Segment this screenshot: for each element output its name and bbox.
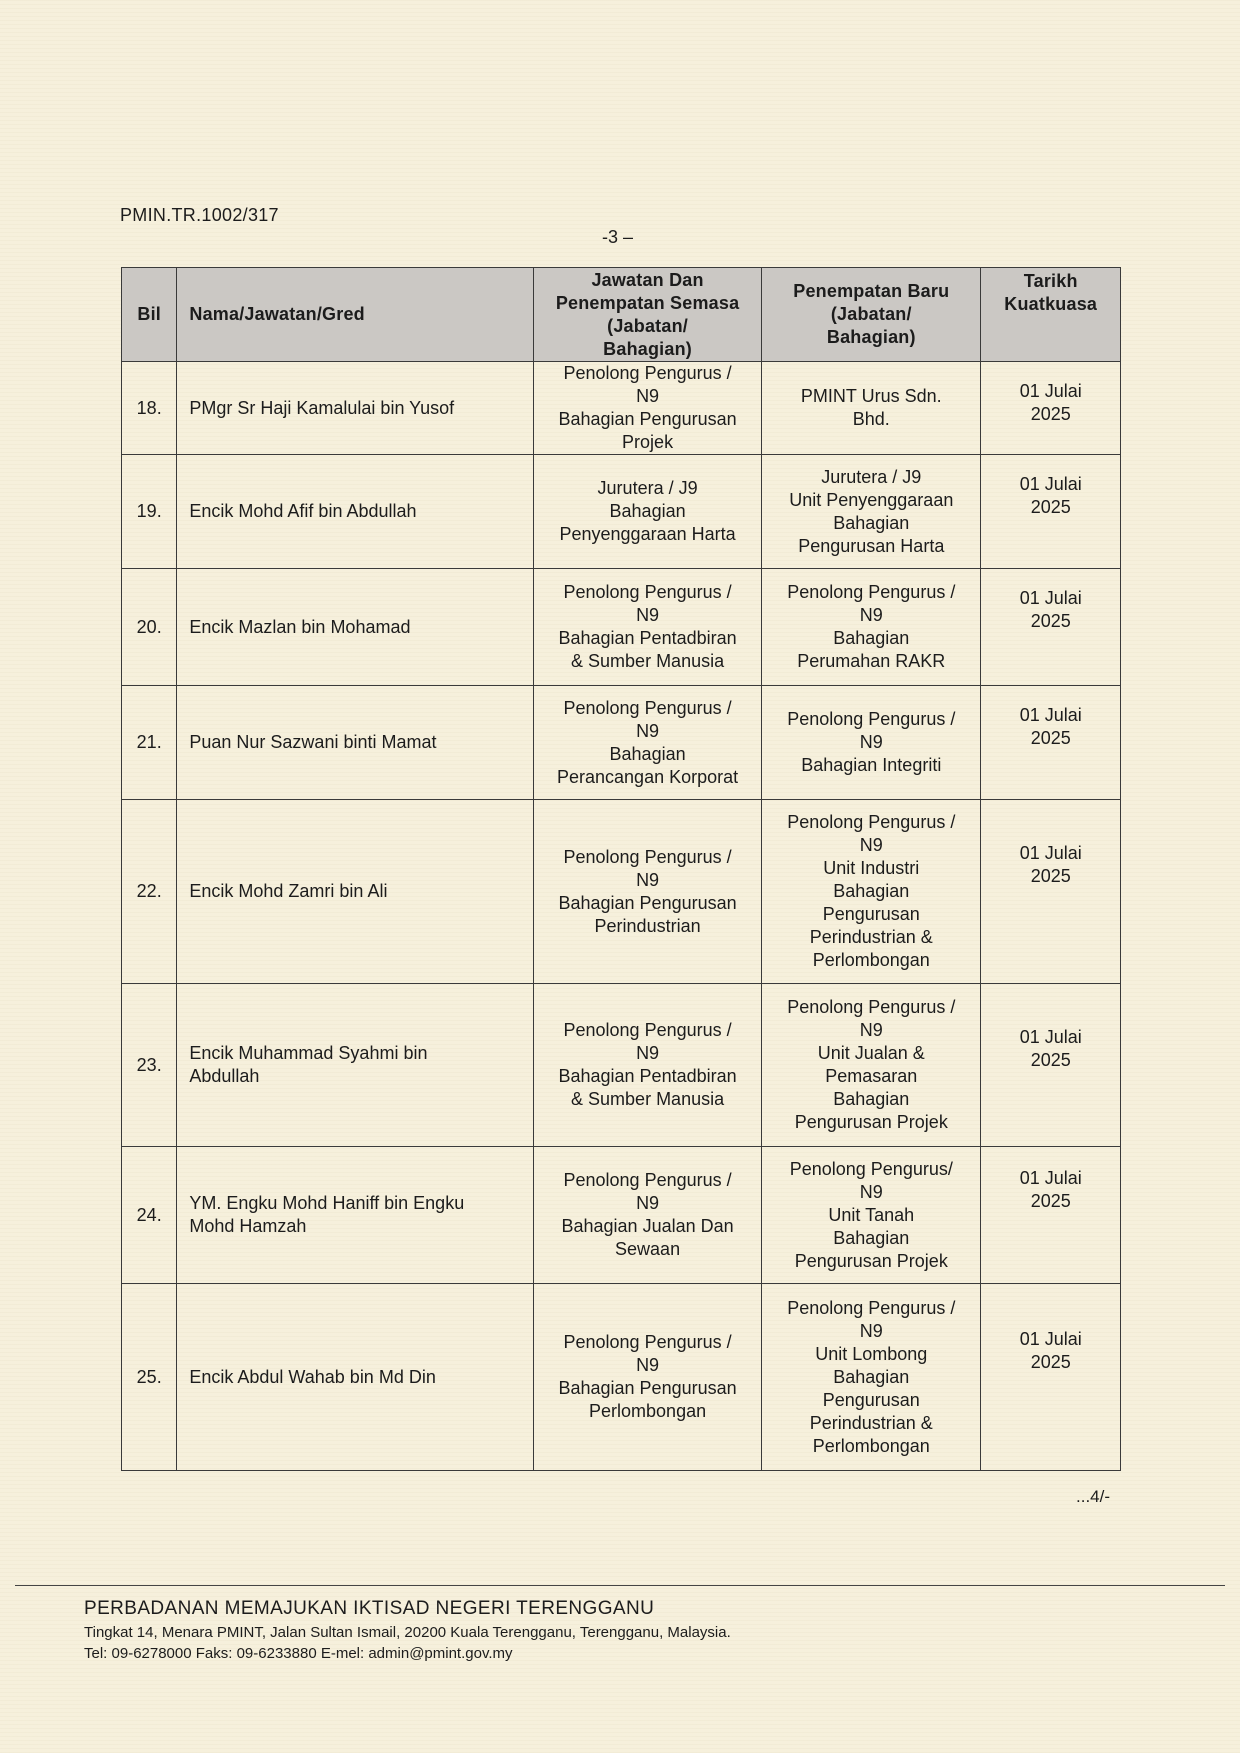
table-row	[122, 1147, 1121, 1284]
table-row	[122, 800, 1121, 984]
header-line: Tarikh	[1023, 271, 1078, 291]
cell-line: Bahagian Pentadbiran	[558, 628, 737, 648]
cell-line: 2025	[1030, 1352, 1071, 1372]
row-jawatan-semasa	[534, 362, 762, 455]
cell-line: Sewaan	[615, 1239, 681, 1259]
cell-line: N9	[859, 835, 883, 855]
cell-line: 01 Julai	[1019, 843, 1082, 863]
cell-line: 01 Julai	[1019, 1329, 1082, 1349]
row-tarikh-kuatkuasa	[981, 1284, 1121, 1471]
cell-line: Bahagian	[833, 881, 910, 901]
cell-line: N9	[859, 1181, 883, 1202]
row-penempatan-baru	[762, 1147, 981, 1284]
cell-line: 2025	[1030, 1191, 1071, 1211]
row-penempatan-baru	[762, 362, 981, 455]
cell-line: Bahagian	[833, 628, 910, 648]
row-bil: 25.	[122, 1284, 177, 1471]
cell-line: Pengurusan	[822, 1389, 920, 1410]
cell-line: Pengurusan Projek	[794, 1250, 948, 1271]
header-line: (Jabatan/	[830, 304, 912, 324]
cell-line: Penolong Pengurus /	[787, 997, 956, 1017]
cell-line: 2025	[1030, 866, 1071, 886]
cell-line: 01 Julai	[1019, 1027, 1082, 1047]
row-nama	[177, 455, 534, 569]
transfer-table	[121, 267, 1121, 1471]
cell-line: N9	[636, 386, 660, 406]
row-bil: 20.	[122, 569, 177, 686]
cell-line: Penolong Pengurus /	[563, 846, 732, 867]
row-nama	[177, 686, 534, 800]
cell-line: Abdullah	[189, 1066, 260, 1086]
cell-line: Perindustrian	[594, 915, 701, 936]
row-tarikh-kuatkuasa	[981, 455, 1121, 569]
row-nama	[177, 1147, 534, 1284]
cell-line: Penyenggaraan Harta	[559, 524, 736, 544]
cell-line: Puan Nur Sazwani binti Mamat	[189, 732, 437, 752]
row-penempatan-baru	[762, 455, 981, 569]
table-row	[122, 984, 1121, 1147]
cell-line: Penolong Pengurus/	[789, 1158, 953, 1179]
cell-line: N9	[636, 1193, 660, 1213]
reference-number: PMIN.TR.1002/317	[120, 205, 279, 225]
row-jawatan-semasa	[534, 1284, 762, 1471]
cell-line: 2025	[1030, 611, 1071, 631]
footer-organization: PERBADANAN MEMAJUKAN IKTISAD NEGERI TERENGGANU	[84, 1598, 655, 1619]
cell-line: 01 Julai	[1019, 474, 1082, 494]
row-tarikh-kuatkuasa	[981, 686, 1121, 800]
row-bil: 18.	[122, 362, 177, 455]
cell-line: Jurutera / J9	[597, 478, 698, 498]
cell-line: N9	[636, 869, 660, 890]
cell-line: Penolong Pengurus /	[563, 1332, 732, 1352]
cell-line: PMgr Sr Haji Kamalulai bin Yusof	[189, 397, 455, 418]
footer-divider	[15, 1585, 1225, 1586]
header-nama: Nama/Jawatan/Gred	[177, 268, 534, 362]
cell-line: Penolong Pengurus /	[563, 1170, 732, 1190]
row-nama	[177, 800, 534, 984]
cell-line: Unit Penyenggaraan	[789, 489, 954, 510]
cell-line: Unit Jualan &	[817, 1043, 925, 1063]
row-penempatan-baru	[762, 686, 981, 800]
row-nama	[177, 569, 534, 686]
row-penempatan-baru	[762, 984, 981, 1147]
header-penempatan-baru	[762, 268, 981, 362]
cell-line: Bahagian	[833, 1366, 910, 1387]
cell-line: Penolong Pengurus /	[787, 1297, 956, 1318]
cell-line: Pengurusan	[822, 904, 920, 924]
row-penempatan-baru	[762, 800, 981, 984]
cell-line: Encik Mohd Afif bin Abdullah	[189, 501, 417, 521]
row-bil: 23.	[122, 984, 177, 1147]
cell-line: Perindustrian &	[809, 927, 933, 947]
cell-line: N9	[859, 605, 883, 625]
cell-line: N9	[859, 732, 883, 752]
cell-line: N9	[636, 605, 660, 625]
row-jawatan-semasa	[534, 686, 762, 800]
cell-line: N9	[636, 720, 660, 741]
cell-line: Encik Mohd Zamri bin Ali	[189, 881, 388, 901]
row-bil: 19.	[122, 455, 177, 569]
cell-line: Bahagian Pentadbiran	[558, 1066, 737, 1086]
cell-line: & Sumber Manusia	[571, 651, 725, 671]
cell-line: N9	[636, 1043, 660, 1063]
row-jawatan-semasa	[534, 1147, 762, 1284]
cell-line: Perumahan RAKR	[797, 651, 946, 671]
cell-line: N9	[859, 1320, 883, 1341]
cell-line: Mohd Hamzah	[189, 1216, 307, 1236]
cell-line: Penolong Pengurus /	[787, 582, 956, 602]
cell-line: 01 Julai	[1019, 588, 1082, 608]
row-penempatan-baru	[762, 1284, 981, 1471]
cell-line: Encik Mazlan bin Mohamad	[189, 616, 411, 637]
row-jawatan-semasa	[534, 800, 762, 984]
cell-line: Bahagian	[833, 512, 910, 533]
cell-line: Jurutera / J9	[821, 466, 922, 487]
row-tarikh-kuatkuasa	[981, 1147, 1121, 1284]
cell-line: Pengurusan Projek	[794, 1112, 948, 1132]
cell-line: 2025	[1030, 1050, 1071, 1070]
cell-line: PMINT Urus Sdn.	[800, 386, 942, 406]
row-tarikh-kuatkuasa	[981, 800, 1121, 984]
header-line: Bahagian)	[603, 338, 692, 359]
cell-line: Penolong Pengurus /	[563, 1020, 732, 1040]
cell-line: Penolong Pengurus /	[563, 363, 732, 383]
row-bil: 24.	[122, 1147, 177, 1284]
header-line: Jawatan Dan	[591, 269, 704, 290]
cell-line: N9	[859, 1020, 883, 1040]
row-tarikh-kuatkuasa	[981, 984, 1121, 1147]
row-nama	[177, 984, 534, 1147]
cell-line: Pemasaran	[825, 1066, 918, 1086]
cell-line: Unit Lombong	[815, 1343, 928, 1364]
footer-address: Tingkat 14, Menara PMINT, Jalan Sultan Ismail, 20200 Kuala Terengganu, Terengganu, Malaysia.	[84, 1624, 731, 1641]
cell-line: Penolong Pengurus /	[787, 812, 956, 832]
cell-line: N9	[636, 1355, 660, 1375]
header-line: (Jabatan/	[607, 315, 688, 336]
row-jawatan-semasa	[534, 984, 762, 1147]
row-bil: 22.	[122, 800, 177, 984]
cell-line: Bahagian	[609, 743, 686, 764]
cell-line: Bahagian	[609, 501, 686, 521]
cell-line: 2025	[1030, 728, 1071, 748]
header-jawatan-semasa	[534, 268, 762, 362]
cell-line: 01 Julai	[1019, 1168, 1082, 1188]
cell-line: Projek	[622, 432, 674, 452]
header-line: Penempatan Baru	[793, 281, 950, 301]
cell-line: Bahagian Pengurusan	[558, 1378, 737, 1398]
row-nama	[177, 1284, 534, 1471]
table-row	[122, 569, 1121, 686]
cell-line: Bahagian Pengurusan	[558, 892, 737, 913]
cell-line: Unit Tanah	[828, 1204, 915, 1225]
table-row	[122, 686, 1121, 800]
table-row	[122, 362, 1121, 455]
header-tarikh	[981, 268, 1121, 362]
header-line: Penempatan Semasa	[555, 292, 740, 313]
row-bil: 21.	[122, 686, 177, 800]
cell-line: Bahagian Integriti	[801, 755, 942, 775]
cell-line: Bahagian Jualan Dan	[561, 1216, 734, 1236]
header-bil: Bil	[122, 268, 177, 362]
table-row	[122, 1284, 1121, 1471]
cell-line: Encik Abdul Wahab bin Md Din	[189, 1366, 436, 1387]
cell-line: Perlombongan	[589, 1401, 707, 1421]
continuation-mark: ...4/-	[1076, 1487, 1111, 1506]
cell-line: Perindustrian &	[809, 1412, 933, 1433]
table-header-row	[122, 268, 1121, 362]
page-number: -3 –	[602, 227, 634, 247]
cell-line: 01 Julai	[1019, 705, 1082, 725]
cell-line: 2025	[1030, 497, 1071, 517]
table-body	[122, 362, 1121, 1471]
row-tarikh-kuatkuasa	[981, 569, 1121, 686]
cell-line: YM. Engku Mohd Haniff bin Engku	[189, 1193, 465, 1213]
cell-line: Encik Muhammad Syahmi bin	[189, 1043, 428, 1063]
cell-line: Penolong Pengurus /	[563, 697, 732, 718]
row-penempatan-baru	[762, 569, 981, 686]
header-line: Bahagian)	[826, 327, 916, 347]
cell-line: Bahagian	[833, 1089, 910, 1109]
footer-contact: Tel: 09-6278000 Faks: 09-6233880 E-mel: admin@pmint.gov.my	[84, 1645, 513, 1662]
cell-line: Penolong Pengurus /	[787, 709, 956, 729]
cell-line: Bahagian Pengurusan	[558, 409, 737, 429]
cell-line: & Sumber Manusia	[571, 1089, 725, 1109]
cell-line: Perlombongan	[812, 950, 930, 970]
row-jawatan-semasa	[534, 569, 762, 686]
cell-line: Penolong Pengurus /	[563, 582, 732, 602]
cell-line: Bhd.	[852, 409, 890, 429]
header-line: Kuatkuasa	[1004, 294, 1098, 314]
cell-line: Pengurusan Harta	[798, 535, 945, 556]
cell-line: Perlombongan	[812, 1435, 930, 1456]
row-nama	[177, 362, 534, 455]
cell-line: Bahagian	[833, 1227, 910, 1248]
cell-line: Unit Industri	[823, 858, 920, 878]
table-row	[122, 455, 1121, 569]
cell-line: 01 Julai	[1019, 381, 1082, 401]
cell-line: Perancangan Korporat	[557, 766, 739, 787]
cell-line: 2025	[1030, 404, 1071, 424]
row-tarikh-kuatkuasa	[981, 362, 1121, 455]
row-jawatan-semasa	[534, 455, 762, 569]
